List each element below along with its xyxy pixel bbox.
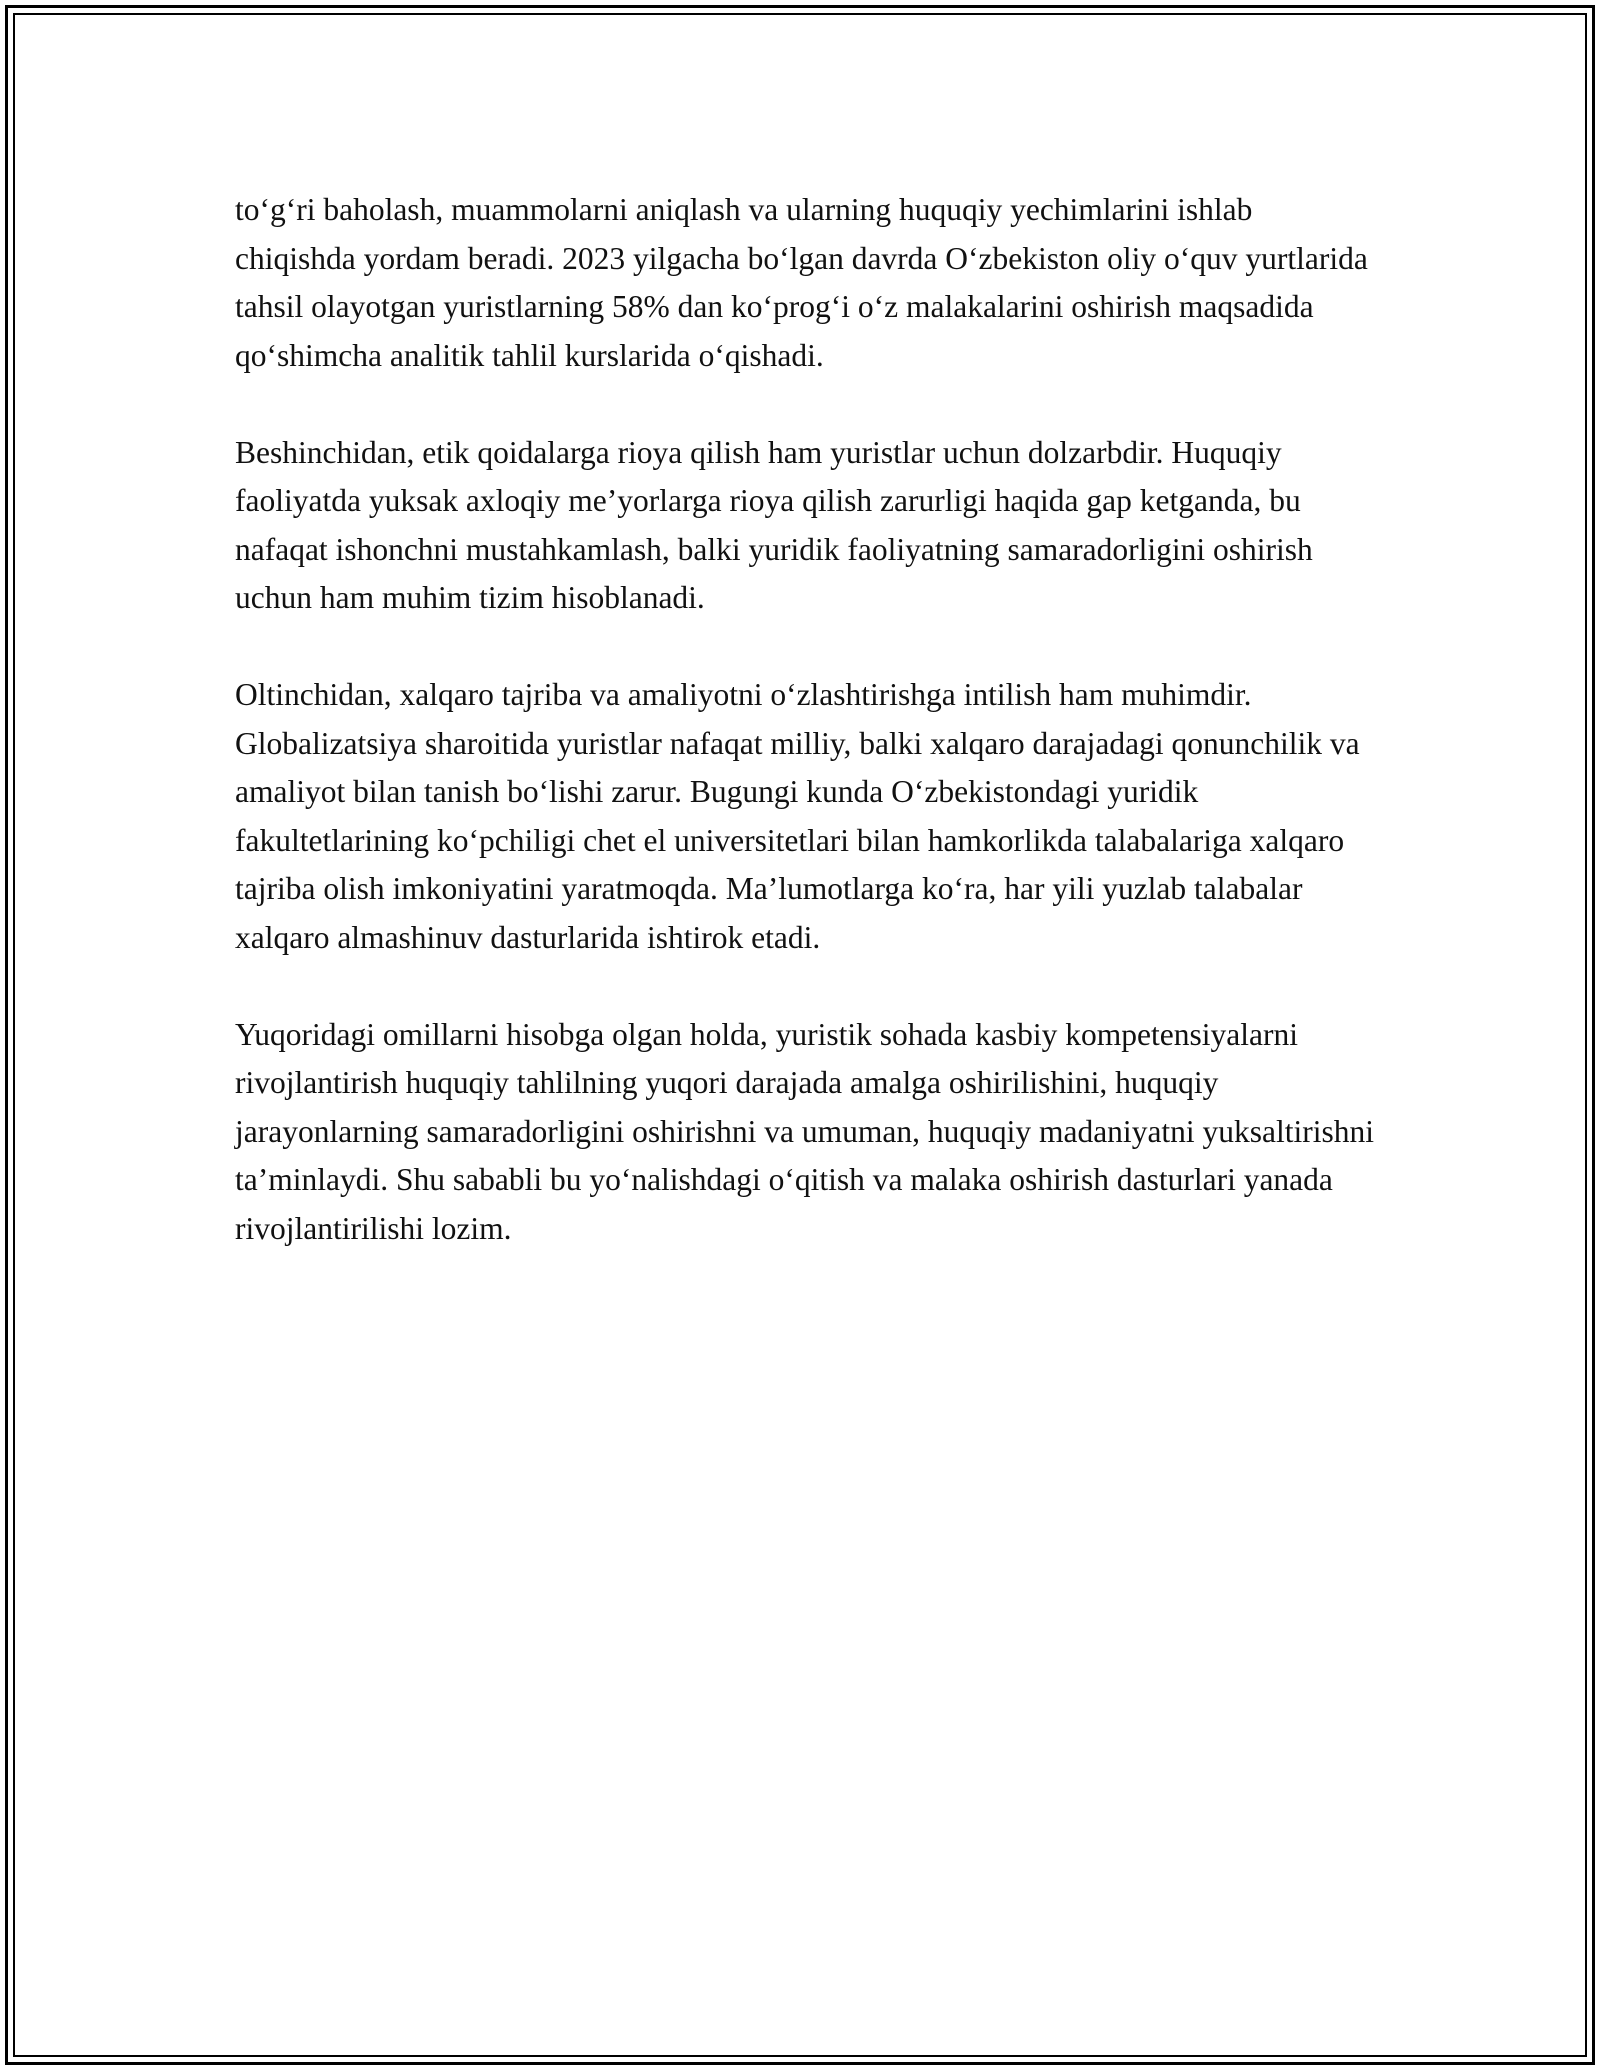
paragraph: Oltinchidan, xalqaro tajriba va amaliyotni o‘zlashtirishga intilish ham muhimdir. Globalizatsiya sharoitida yuristlar nafaqat milliy, balki xalqaro darajadagi qonunchilik va amaliyot bilan tanish bo‘lishi zarur. Bugungi kunda O‘zbekistondagi yuridik fakultetlarining ko‘pchiligi chet el universitetlari bilan hamkorlikda talabalariga xalqaro tajriba olish imkoniyatini yaratmoqda. Ma’lumotlarga ko‘ra, har yili yuzlab talabalar xalqaro almashinuv dasturlarida ishtirok etadi.: [235, 677, 1360, 955]
paragraph: Yuqoridagi omillarni hisobga olgan holda, yuristik sohada kasbiy kompetensiyalarni rivojlantirish huquqiy tahlilning yuqori darajada amalga oshirilishini, huquqiy jarayonlarning samaradorligini oshirishni va umuman, huquqiy madaniyatni yuksaltirishni ta’minlaydi. Shu sababli bu yo‘nalishdagi o‘qitish va malaka oshirish dasturlari yanada rivojlantirilishi lozim.: [235, 1016, 1375, 1246]
paragraph: to‘g‘ri baholash, muammolarni aniqlash va ularning huquqiy yechimlarini ishlab chiqishda yordam beradi. 2023 yilgacha bo‘lgan davrda O‘zbekiston oliy o‘quv yurtlarida tahsil olayotgan yuristlarning 58% dan ko‘prog‘i o‘z malakalarini oshirish maqsadida qo‘shimcha analitik tahlil kurslarida o‘qishadi.: [235, 192, 1368, 373]
paragraph: Beshinchidan, etik qoidalarga rioya qilish ham yuristlar uchun dolzarbdir. Huquqiy faoliyatda yuksak axloqiy me’yorlarga rioya qilish zarurligi haqida gap ketganda, bu nafaqat ishonchni mustahkamlash, balki yuridik faoliyatning samaradorligini oshirish uchun ham muhim tizim hisoblanadi.: [235, 434, 1313, 615]
document-body: [235, 186, 1375, 1302]
